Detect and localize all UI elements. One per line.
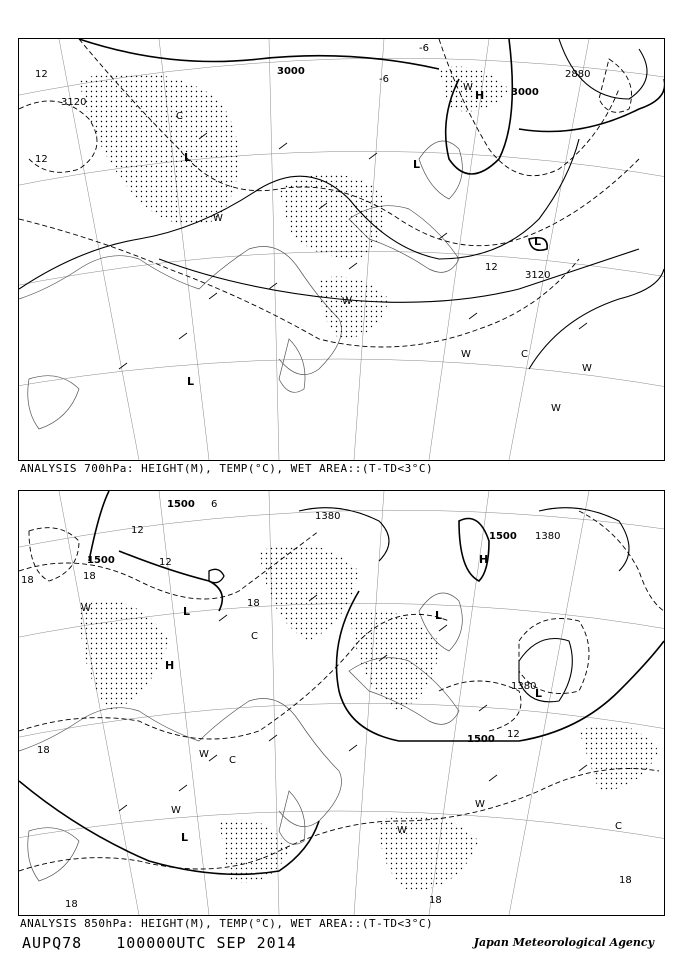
temp-label: 12	[159, 557, 172, 568]
temp-label: 12	[35, 69, 48, 80]
caption-700hpa: ANALYSIS 700hPa: HEIGHT(M), TEMP(°C), WET AREA::(T-TD<3°C)	[20, 462, 434, 475]
temp-label: 12	[131, 525, 144, 536]
temp-label: 18	[83, 571, 96, 582]
wet-areas	[79, 67, 509, 340]
temp-label: 18	[37, 745, 50, 756]
temp-label: 18	[21, 575, 34, 586]
temp-label: 6	[211, 499, 218, 510]
warm-mark: W	[171, 805, 181, 816]
cold-mark: C	[229, 755, 236, 766]
height-label: 1500	[167, 499, 195, 510]
warm-mark: W	[475, 799, 485, 810]
low-pressure-center: L	[435, 609, 443, 622]
low-pressure-center: L	[183, 605, 191, 618]
temp-label: 12	[507, 729, 520, 740]
coastlines	[19, 141, 462, 429]
temp-label: 18	[247, 598, 260, 609]
temp-label: 12	[35, 154, 48, 165]
height-label: 1380	[535, 531, 561, 542]
warm-mark: W	[551, 403, 561, 414]
warm-mark: W	[199, 749, 209, 760]
cold-mark: C	[176, 111, 183, 122]
cold-mark: C	[521, 349, 528, 360]
height-label: 1380	[315, 511, 341, 522]
warm-mark: W	[81, 603, 91, 614]
map-700hpa	[18, 38, 665, 461]
warm-mark: W	[461, 349, 471, 360]
warm-mark: W	[213, 213, 223, 224]
cold-mark: C	[251, 631, 258, 642]
height-label: 3120	[61, 97, 87, 108]
map-850hpa	[18, 490, 665, 916]
height-label: 3000	[511, 87, 539, 98]
temp-label: 18	[619, 875, 632, 886]
height-label: 2880	[565, 69, 591, 80]
map-850hpa-canvas	[19, 491, 664, 915]
thermal-marks	[176, 82, 592, 414]
warm-mark: W	[463, 82, 473, 93]
low-pressure-center: L	[535, 687, 543, 700]
height-label: 1500	[489, 531, 517, 542]
analysis-time: 100000UTC SEP 2014	[116, 934, 297, 952]
height-label: 1380	[511, 681, 537, 692]
high-pressure-center: H	[479, 553, 489, 566]
low-pressure-center: L	[413, 158, 421, 171]
map-700hpa-canvas	[19, 39, 664, 460]
temp-label: 18	[65, 899, 78, 910]
high-pressure-center: H	[475, 89, 485, 102]
chart-footer	[22, 934, 297, 952]
low-pressure-center: L	[534, 235, 542, 248]
low-pressure-center: L	[181, 831, 189, 844]
temp-label: -6	[419, 43, 429, 54]
cold-mark: C	[615, 821, 622, 832]
wet-areas	[79, 544, 659, 891]
low-pressure-center: L	[184, 151, 192, 164]
warm-mark: W	[342, 296, 352, 307]
height-label: 1500	[87, 555, 115, 566]
height-label: 1500	[467, 734, 495, 745]
chart-code: AUPQ78	[22, 934, 83, 952]
temp-label: -6	[379, 74, 389, 85]
caption-850hpa: ANALYSIS 850hPa: HEIGHT(M), TEMP(°C), WET AREA::(T-TD<3°C)	[20, 917, 434, 930]
temp-label: 18	[429, 895, 442, 906]
low-pressure-center: L	[187, 375, 195, 388]
height-label: 3000	[277, 66, 305, 77]
warm-mark: W	[582, 363, 592, 374]
high-pressure-center: H	[165, 659, 175, 672]
warm-mark: W	[397, 825, 407, 836]
temp-label: 12	[485, 262, 498, 273]
agency-name: Japan Meteorological Agency	[473, 936, 654, 949]
height-label: 3120	[525, 270, 551, 281]
